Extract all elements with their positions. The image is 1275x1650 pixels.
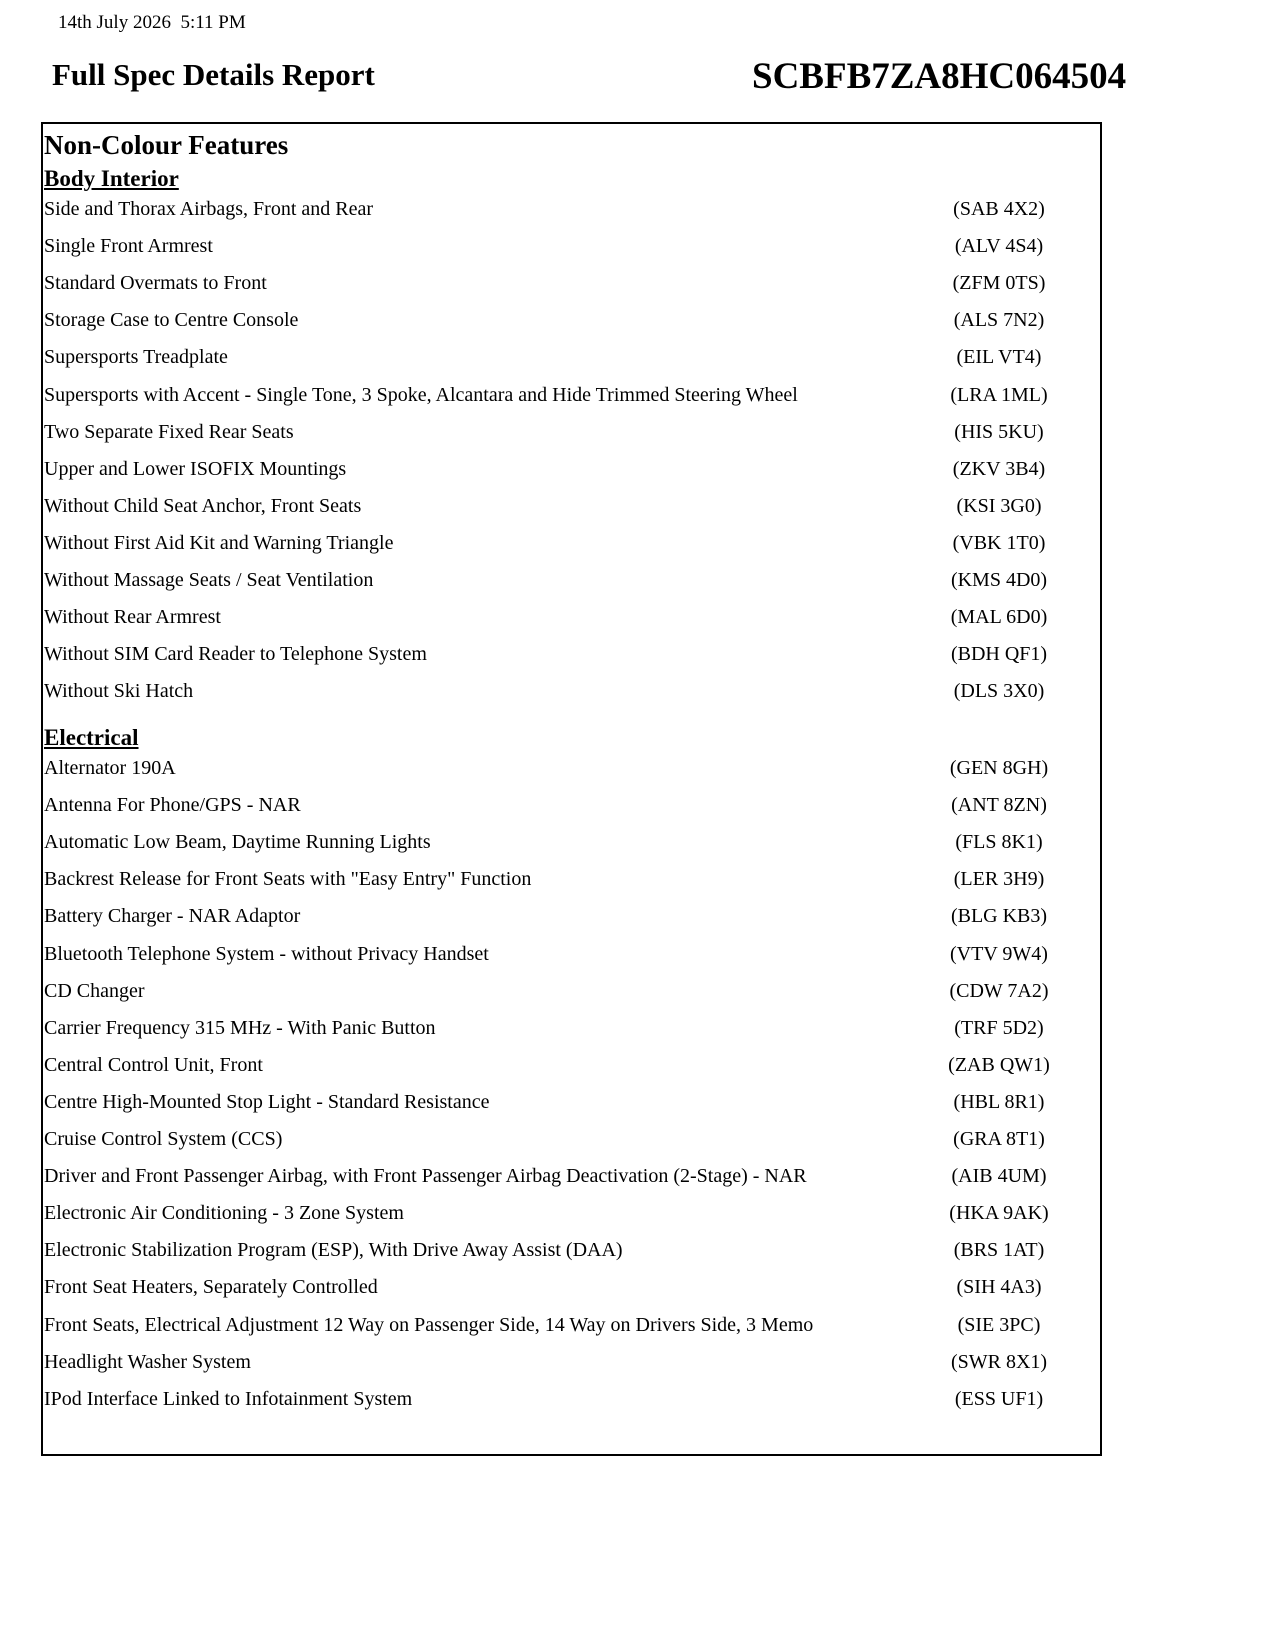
- feature-name: Centre High-Mounted Stop Light - Standard Resistance: [44, 1090, 490, 1113]
- feature-name: Alternator 190A: [44, 757, 176, 779]
- feature-code: (CDW 7A2): [949, 979, 1049, 1002]
- feature-code: (SAB 4X2): [953, 198, 1045, 220]
- feature-row: [44, 421, 1099, 455]
- feature-code: (BDH QF1): [950, 643, 1048, 666]
- feature-code: (ANT 8ZN): [951, 794, 1047, 817]
- feature-row: [44, 458, 1099, 492]
- feature-code: (ZAB QW1): [948, 1053, 1050, 1076]
- feature-code: (HKA 9AK): [949, 1202, 1049, 1225]
- feature-name: IPod Interface Linked to Infotainment System: [44, 1387, 413, 1410]
- feature-row: [44, 309, 1099, 343]
- feature-name: Without Ski Hatch: [44, 680, 194, 703]
- feature-code: (BRS 1AT): [953, 1239, 1045, 1262]
- feature-code: (VTV 9W4): [950, 942, 1048, 965]
- feature-name: Backrest Release for Front Seats with "Easy Entry" Function: [44, 868, 532, 891]
- feature-row: [44, 643, 1099, 677]
- feature-code: (KMS 4D0): [950, 569, 1048, 591]
- feature-name: Electronic Stabilization Program (ESP), With Drive Away Assist (DAA): [44, 1239, 623, 1262]
- feature-code: (EIL VT4): [956, 346, 1042, 369]
- feature-code: (ALV 4S4): [954, 235, 1044, 258]
- feature-code: (SIE 3PC): [957, 1313, 1041, 1336]
- feature-code: (KSI 3G0): [956, 494, 1042, 517]
- feature-code: (ZFM 0TS): [952, 272, 1046, 295]
- feature-row: [44, 757, 1099, 791]
- feature-row: [44, 569, 1099, 603]
- feature-row: [44, 384, 1099, 418]
- feature-code: (GEN 8GH): [949, 757, 1049, 779]
- feature-name: Without Rear Armrest: [44, 606, 221, 629]
- feature-row: [44, 1314, 1099, 1348]
- feature-row: [44, 980, 1099, 1014]
- feature-row: [44, 1388, 1099, 1422]
- feature-row: [44, 1165, 1099, 1199]
- feature-code: (DLS 3X0): [953, 680, 1045, 703]
- feature-name: Battery Charger - NAR Adaptor: [44, 905, 301, 928]
- feature-row: [44, 905, 1099, 939]
- feature-name: Automatic Low Beam, Daytime Running Lights: [44, 831, 431, 854]
- feature-name: Standard Overmats to Front: [44, 272, 267, 295]
- feature-row: [44, 532, 1099, 566]
- feature-name: CD Changer: [44, 979, 145, 1002]
- feature-code: (ESS UF1): [954, 1387, 1044, 1410]
- feature-row: [44, 1128, 1099, 1162]
- feature-code: (LER 3H9): [953, 868, 1045, 891]
- feature-name: Front Seats, Electrical Adjustment 12 Way on Passenger Side, 14 Way on Drivers Side, 3 Memo: [44, 1313, 814, 1336]
- feature-code: (ALS 7N2): [953, 309, 1045, 332]
- feature-name: Single Front Armrest: [44, 235, 213, 258]
- vin-number: SCBFB7ZA8HC064504: [752, 56, 1127, 97]
- feature-name: Driver and Front Passenger Airbag, with Front Passenger Airbag Deactivation (2-Stage) - NAR: [44, 1165, 807, 1188]
- feature-code: (ZKV 3B4): [952, 457, 1046, 480]
- feature-name: Upper and Lower ISOFIX Mountings: [44, 457, 347, 480]
- feature-code: (SWR 8X1): [950, 1350, 1048, 1373]
- feature-code: (FLS 8K1): [955, 831, 1043, 854]
- feature-name: Without First Aid Kit and Warning Triangle: [44, 531, 394, 554]
- feature-name: Storage Case to Centre Console: [44, 309, 299, 332]
- report-timestamp: 14th July 2026 5:11 PM: [58, 12, 246, 33]
- feature-name: Without Child Seat Anchor, Front Seats: [44, 494, 362, 517]
- feature-code: (HIS 5KU): [954, 420, 1044, 443]
- feature-name: Bluetooth Telephone System - without Privacy Handset: [44, 942, 489, 965]
- feature-name: Two Separate Fixed Rear Seats: [44, 420, 294, 443]
- feature-name: Electronic Air Conditioning - 3 Zone System: [44, 1202, 404, 1225]
- feature-row: [44, 198, 1099, 232]
- feature-name: Without Massage Seats / Seat Ventilation: [44, 569, 374, 591]
- feature-row: [44, 272, 1099, 306]
- feature-name: Supersports with Accent - Single Tone, 3 Spoke, Alcantara and Hide Trimmed Steering Wheel: [44, 383, 798, 406]
- feature-code: (TRF 5D2): [954, 1016, 1044, 1039]
- feature-row: [44, 831, 1099, 865]
- feature-row: [44, 794, 1099, 828]
- group-heading: Electrical: [44, 725, 139, 750]
- feature-name: Front Seat Heaters, Separately Controlled: [44, 1276, 378, 1299]
- feature-code: (BLG KB3): [950, 905, 1048, 928]
- feature-code: (MAL 6D0): [950, 606, 1048, 629]
- feature-row: [44, 346, 1099, 380]
- feature-row: [44, 943, 1099, 977]
- section-heading: Non-Colour Features: [44, 130, 289, 160]
- feature-code: (LRA 1ML): [950, 383, 1048, 406]
- feature-name: Side and Thorax Airbags, Front and Rear: [44, 198, 374, 220]
- feature-row: [44, 868, 1099, 902]
- feature-row: [44, 1351, 1099, 1385]
- feature-name: Supersports Treadplate: [44, 346, 228, 369]
- feature-name: Headlight Washer System: [44, 1350, 251, 1373]
- feature-code: (AIB 4UM): [951, 1165, 1047, 1188]
- feature-row: [44, 235, 1099, 269]
- feature-row: [44, 1239, 1099, 1273]
- feature-row: [44, 680, 1099, 714]
- feature-row: [44, 1276, 1099, 1310]
- feature-name: Central Control Unit, Front: [44, 1053, 263, 1076]
- feature-name: Without SIM Card Reader to Telephone System: [44, 643, 427, 666]
- feature-code: (VBK 1T0): [952, 531, 1046, 554]
- feature-row: [44, 495, 1099, 529]
- features-box: [41, 122, 1102, 1456]
- report-title: Full Spec Details Report: [52, 57, 375, 92]
- feature-code: (HBL 8R1): [953, 1090, 1045, 1113]
- feature-row: [44, 1091, 1099, 1125]
- feature-row: [44, 606, 1099, 640]
- feature-name: Carrier Frequency 315 MHz - With Panic Button: [44, 1016, 436, 1039]
- group-heading: Body Interior: [44, 166, 179, 191]
- feature-name: Antenna For Phone/GPS - NAR: [44, 794, 301, 817]
- feature-row: [44, 1054, 1099, 1088]
- feature-row: [44, 1202, 1099, 1236]
- feature-code: (GRA 8T1): [953, 1128, 1045, 1150]
- feature-row: [44, 1017, 1099, 1051]
- feature-code: (SIH 4A3): [956, 1276, 1042, 1299]
- feature-name: Cruise Control System (CCS): [44, 1128, 283, 1150]
